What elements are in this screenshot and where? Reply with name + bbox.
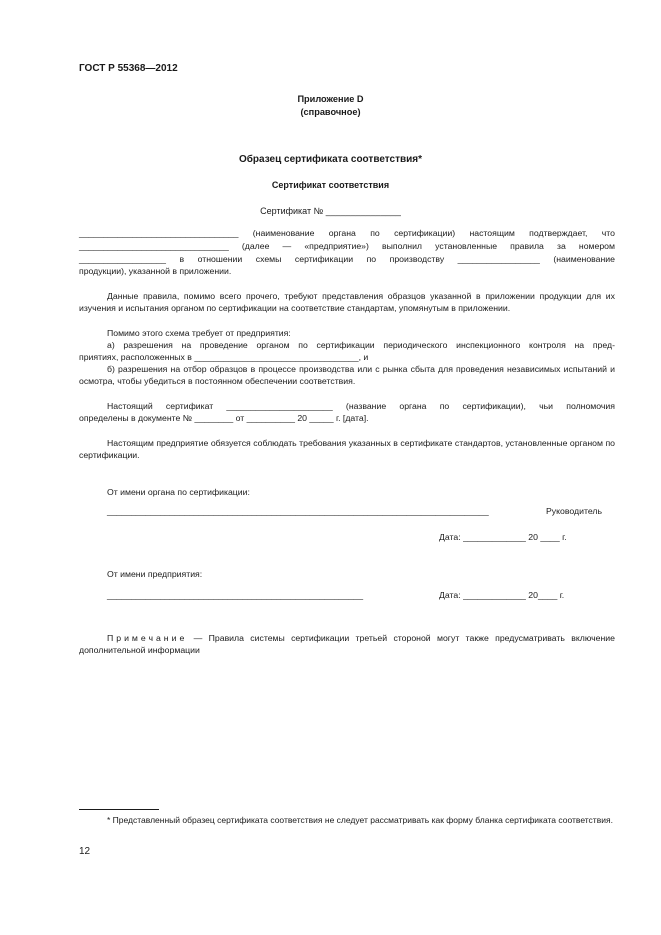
enterprise-signature-line: _____________________________________________________	[107, 590, 364, 600]
org-signature-label: От имени органа по сертификации:	[107, 487, 250, 497]
appendix-title: Приложение D	[297, 94, 364, 104]
appendix-heading	[0, 93, 661, 118]
enterprise-signature-label: От имени предприятия:	[107, 569, 203, 579]
list-item-continuation: приятиях, расположенных в __________________________________, и	[79, 352, 369, 362]
org-date: Дата: _____________ 20 ____ г.	[439, 532, 567, 542]
paragraph: Настоящим предприятие обязуется соблюдать требования указанных в сертификате стандартов, установленные органом по сертификации.	[79, 438, 615, 461]
note-text: — Правила системы сертификации третьей стороной могут также предусматривать включение дополнительной информации	[79, 633, 615, 656]
note-label: Примечание	[107, 633, 188, 643]
appendix-subtitle: (справочное)	[300, 106, 361, 117]
paragraph: Помимо этого схема требует от предприятия:	[107, 328, 291, 338]
standard-header: ГОСТ Р 55368—2012	[79, 63, 178, 74]
footnote: * Представленный образец сертификата соответствия не следует рассматривать как форму бланка сертификата соответствия.	[107, 815, 613, 825]
paragraph-line: __________________ в отношении схемы сертификации по производству _________________ (наименование	[79, 254, 615, 264]
paragraph-line: _______________________________ (далее — «предприятие») выполнил установленные правила за номером	[79, 241, 615, 251]
list-item: б) разрешения на отбор образцов в процессе производства или с рынка сбыта для проведения независимых испытаний и осмотра, чтобы убедиться в постоянном обеспечении соответствия.	[79, 364, 615, 387]
document-title: Образец сертификата соответствия*	[238, 154, 423, 165]
page-number: 12	[79, 846, 91, 857]
org-role: Руководитель	[546, 506, 602, 516]
paragraph: Данные правила, помимо всего прочего, требуют представления образцов указанной в приложении продукции для их изучения и испытания органом по сертификации на соответствие стандартам, упомянутым в приложении.	[79, 291, 615, 314]
footnote-divider	[79, 809, 159, 810]
certificate-number: Сертификат № _______________	[260, 206, 401, 216]
paragraph-line: продукции), указанной в приложении.	[79, 266, 232, 276]
certificate-heading: Сертификат соответствия	[271, 180, 390, 190]
paragraph-line: Настоящий сертификат ______________________ (название органа по сертификации), чьи полномочия	[107, 401, 615, 411]
enterprise-date: Дата: _____________ 20____ г.	[439, 590, 565, 600]
note	[79, 632, 615, 656]
list-item: а) разрешения на проведение органом по сертификации периодического инспекционного контроля на пред-	[107, 340, 615, 350]
paragraph-line: определены в документе № ________ от __________ 20 _____ г. [дата].	[79, 413, 369, 423]
org-signature-line: _______________________________________________________________________________	[107, 506, 489, 516]
paragraph-line: _________________________________ (наименование органа по сертификации) настоящим подтверждает, что	[79, 228, 615, 238]
